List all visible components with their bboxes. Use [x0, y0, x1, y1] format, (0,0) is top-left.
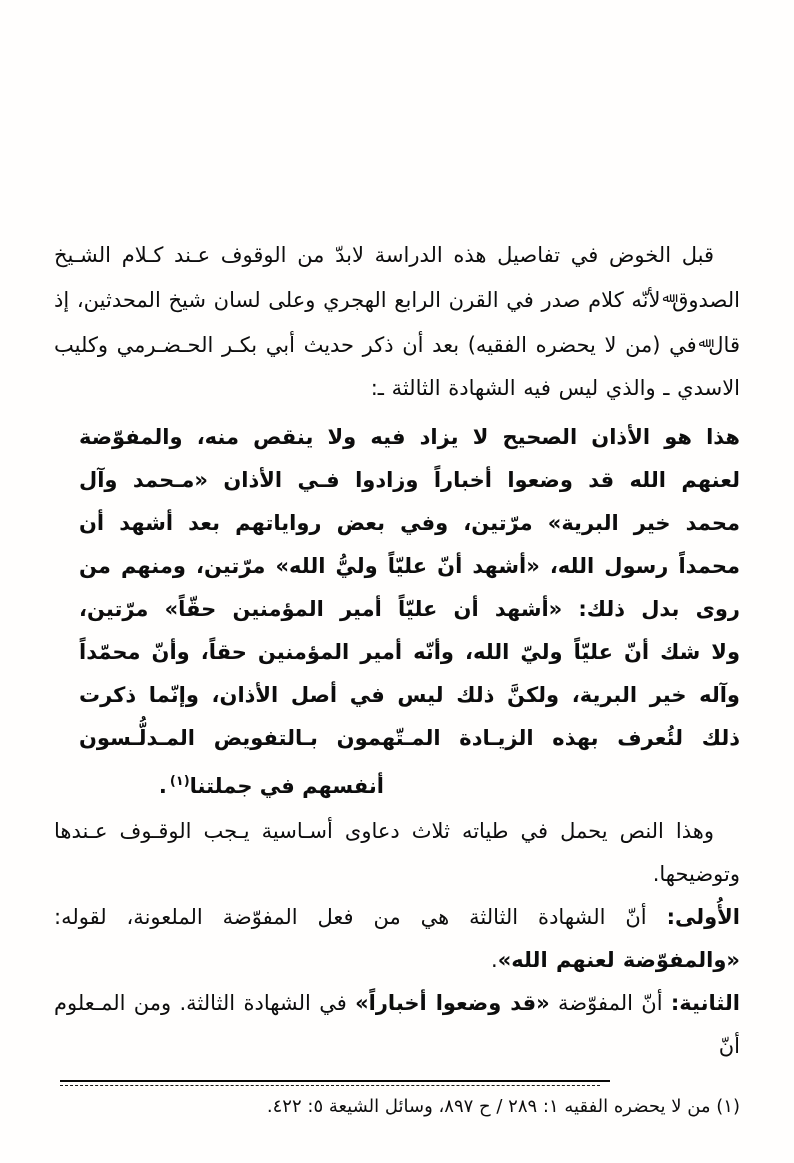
- quote-line: هذا هو الأذان الصحيح لا يزاد فيه ولا ينقص منه، والمفوّضة: [79, 425, 740, 449]
- footnote-reference: (١): [169, 774, 190, 789]
- intro-text-1: قبل الخوض في تفاصيل هذه الدراسة لابدّ من الوقوف عـند كـلام الشـيخ الصدوق: [54, 243, 740, 312]
- honorific-symbol: ﷲ: [662, 291, 671, 306]
- commentary-paragraph: وهذا النص يحمل في طياته ثلاث دعاوى أسـاسية يـجب الوقـوف عـندها وتوضيحها.: [54, 819, 740, 886]
- claim-second-tail: في الشهادة الثالثة. ومن المـعلوم أنّ: [54, 991, 740, 1058]
- quote-line: لعنهم الله قد وضعوا أخباراً وزادوا فـي الأذان «مـحمد وآل: [79, 468, 740, 492]
- quote-end-period: .: [158, 774, 167, 798]
- quote-last-text: أنفسهم في جملتنا: [189, 774, 384, 798]
- footnote-separator-thin: [60, 1085, 600, 1086]
- honorific-symbol: ﷲ: [698, 336, 707, 351]
- intro-text-3: في (من لا يحضره الفقيه) بعد أن ذكر حديث أبي بكـر الحـضـرمي وكليب الاسدي ـ والذي ليس فيه الشهادة الثالثة ـ:: [54, 333, 740, 400]
- quote-line: ولا شك أنّ عليّاً وليّ الله، وأنّه أمير المؤمنين حقاً، وأنّ محمّداً: [79, 640, 740, 664]
- claim-first: [54, 896, 740, 982]
- claim-second: [54, 982, 740, 1068]
- claim-first-label: الأُولى:: [666, 905, 740, 929]
- quote-line: وآله خير البرية، ولكنَّ ذلك ليس في أصل الأذان، وإنّما ذكرت: [79, 683, 740, 707]
- quote-line: روى بدل ذلك: «أشهد أن عليّاً أمير المؤمنين حقّاً» مرّتين،: [79, 597, 740, 621]
- quoted-passage: [79, 416, 740, 808]
- claim-first-body: أنّ الشهادة الثالثة هي من فعل المفوّضة الملعونة، لقوله:: [54, 905, 667, 929]
- footnote-marker: (١): [716, 1096, 740, 1117]
- quote-line: ذلك لئُعرف بهذه الزيـادة المـتّهمون بـالتفويض المـدلُّـسون: [79, 726, 740, 750]
- claim-first-tail: .: [491, 948, 498, 972]
- footnote: [54, 1093, 740, 1120]
- claim-second-body: أنّ المفوّضة: [549, 991, 671, 1015]
- intro-paragraph: [54, 234, 740, 410]
- claim-second-label: الثانية:: [670, 991, 740, 1015]
- footnote-text: من لا يحضره الفقيه ١: ٢٨٩ / ح ٨٩٧، وسائل الشيعة ٥: ٤٢٢.: [266, 1096, 717, 1117]
- footnote-separator: [60, 1080, 610, 1082]
- quote-line: محمداً رسول الله، «أشهد أنّ عليّاً وليُّ الله» مرّتين، ومنهم من: [79, 554, 740, 578]
- claim-first-quote: «والمفوّضة لعنهم الله»: [497, 948, 740, 972]
- claim-second-quote: «قد وضعوا أخباراً»: [355, 991, 550, 1015]
- quote-line: محمد خير البرية» مرّتين، وفي بعض رواياتهم بعد أشهد أن: [79, 511, 740, 535]
- quote-last-line: [79, 760, 740, 808]
- footnote-area: [54, 1080, 740, 1120]
- intro-text-2: لأنّه كلام صدر في القرن الرابع الهجري وعلى لسان شيخ المحدثين، إذ قال: [54, 288, 740, 357]
